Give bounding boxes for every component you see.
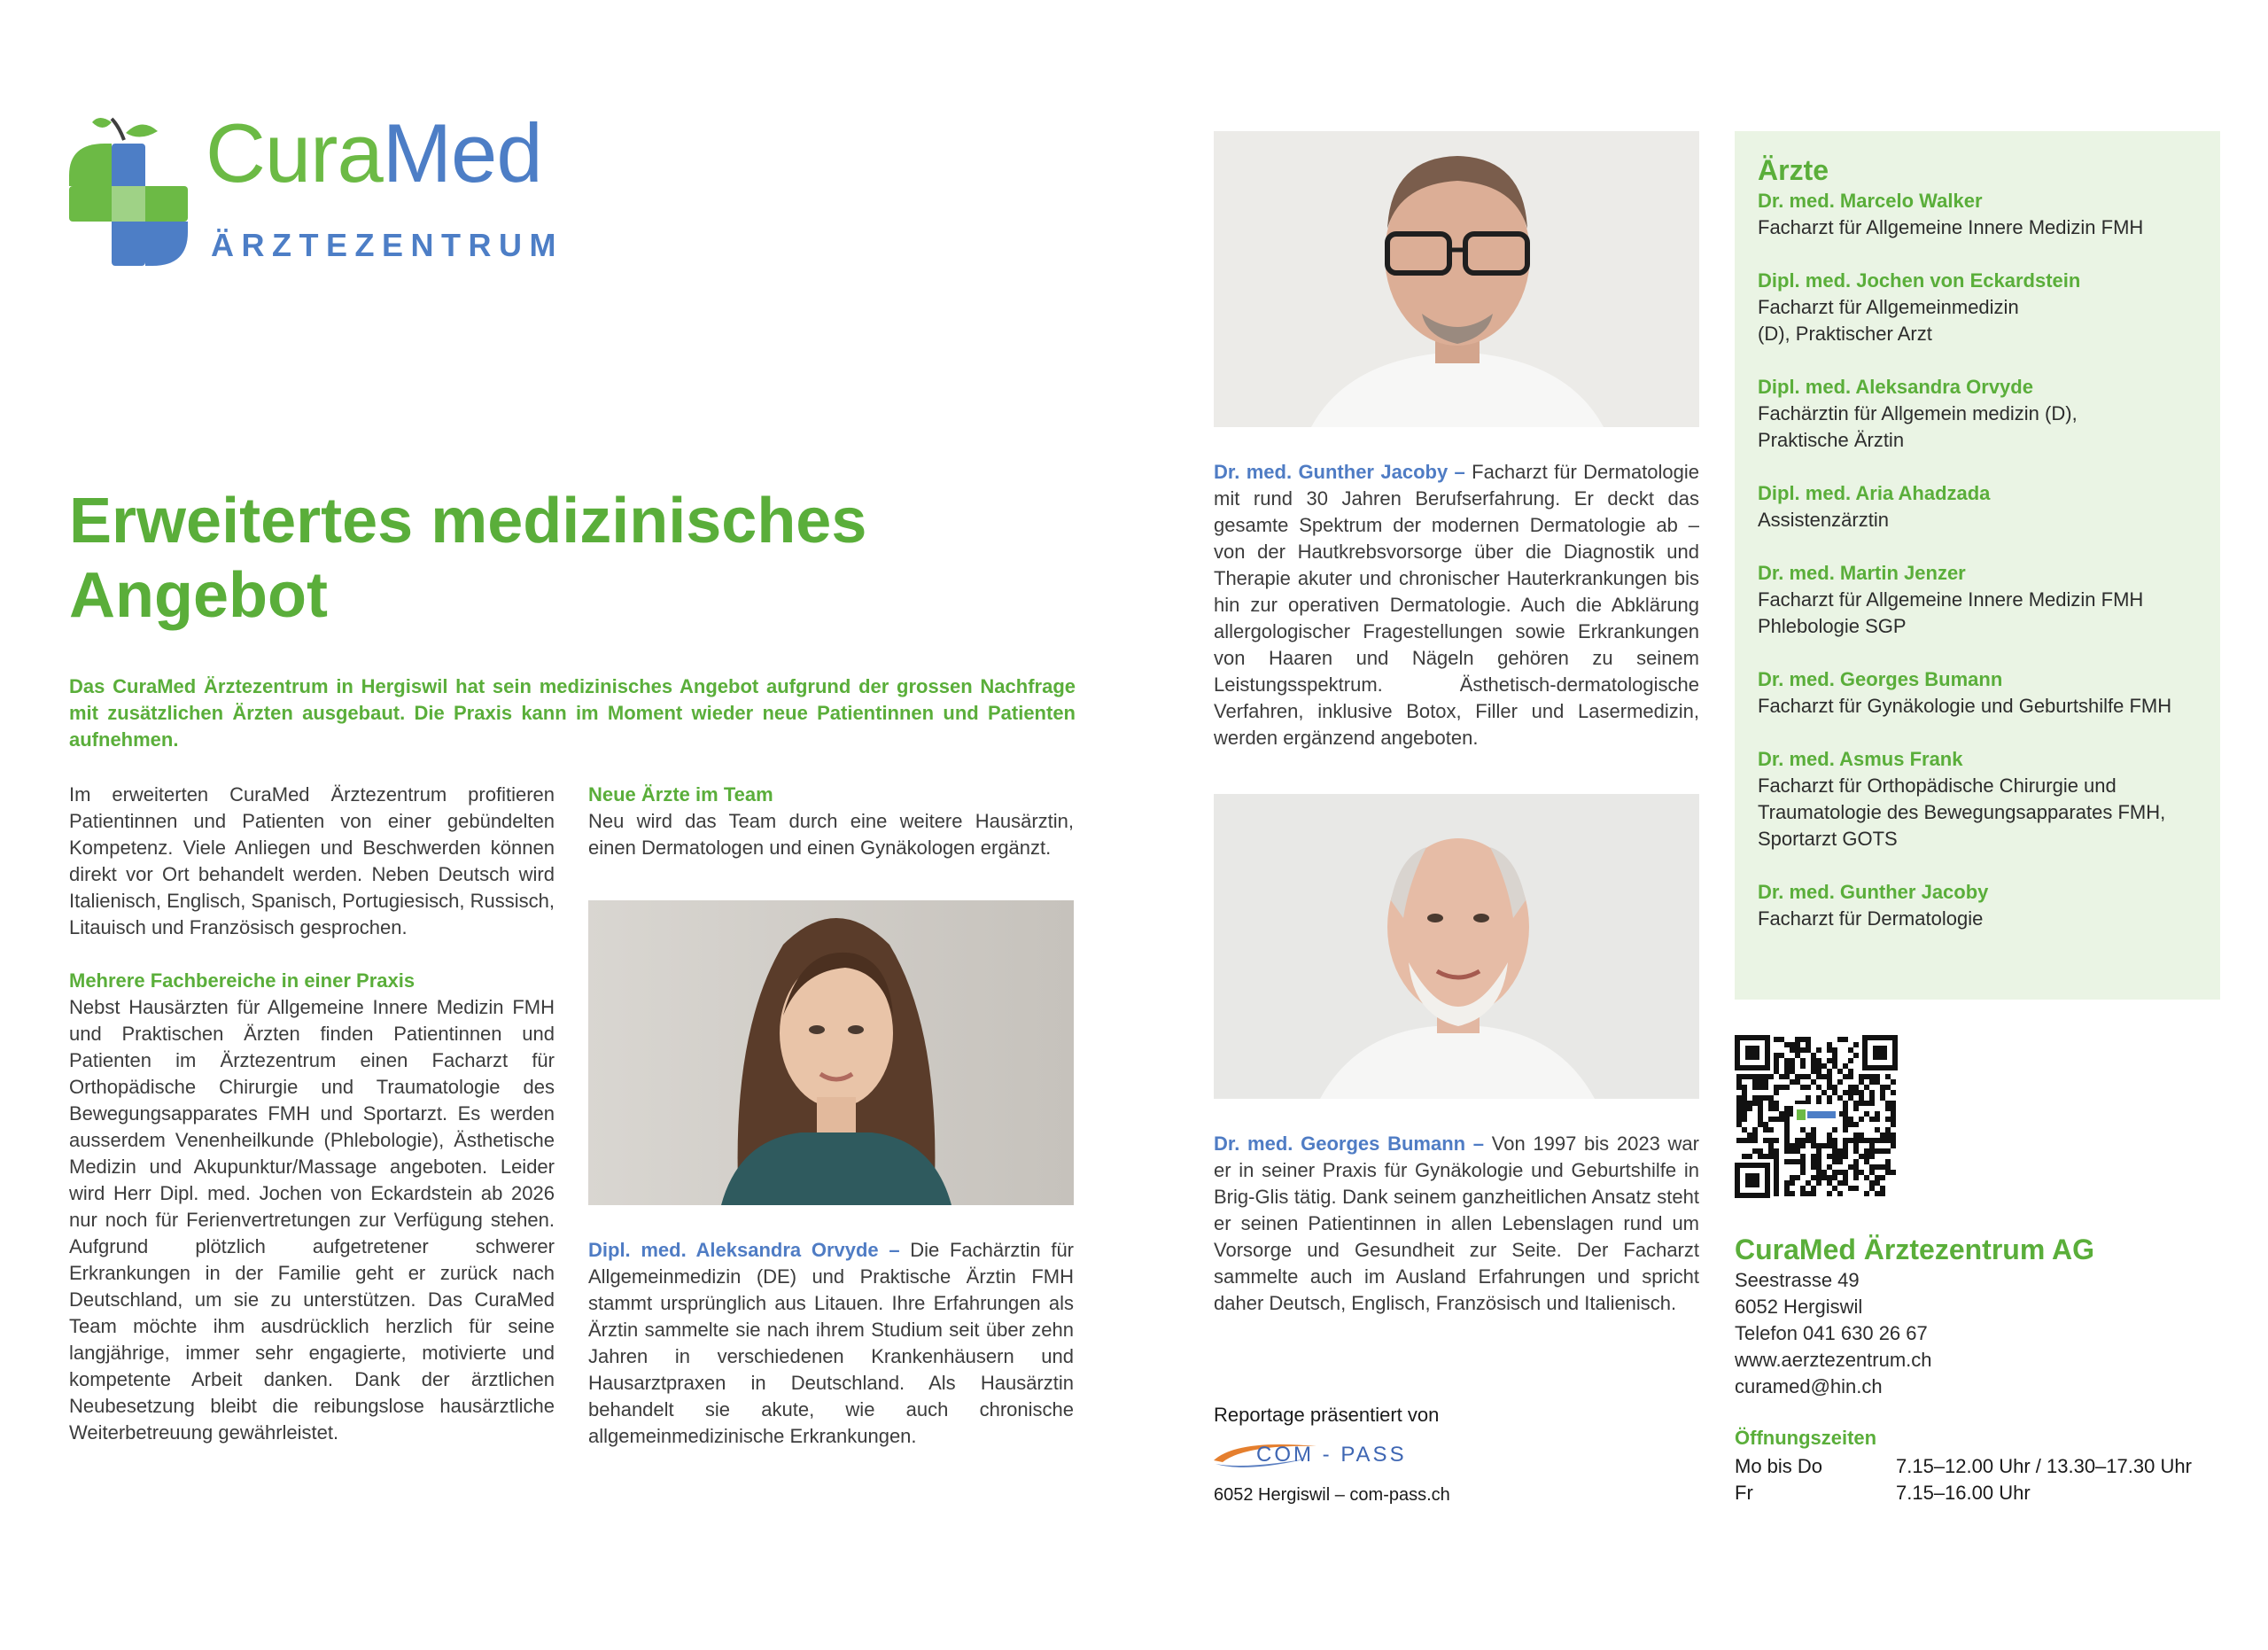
- doctor-name: Dr. med. Marcelo Walker: [1758, 190, 1983, 212]
- caption-orvyde: [588, 1237, 1074, 1450]
- doctor-entry: [1758, 480, 2210, 533]
- doctor-role: Assistenzärztin: [1758, 509, 1889, 531]
- contact-city: 6052 Hergiswil: [1735, 1296, 1863, 1318]
- doctors-box: [1735, 131, 2220, 1000]
- doctor-entry: [1758, 879, 2210, 932]
- medical-cross-icon: [69, 113, 193, 269]
- hours-time: 7.15–12.00 Uhr / 13.30–17.30 Uhr: [1896, 1455, 2192, 1477]
- curamed-logo: [69, 106, 565, 273]
- section-heading-fachbereiche: Mehrere Fachbereiche in einer Praxis: [69, 969, 416, 992]
- doctors-title: Ärzte: [1758, 154, 1829, 186]
- intro-paragraph: Im erweiterten CuraMed Ärztezentrum profitieren Patientinnen und Patienten von einer gebündelten Kompetenz. Viele Anliegen und Beschwerden können direkt vor Ort behandelt werden. Neben Deutsch wird Italienisch, Englisch, Spanisch, Portugiesisch, Russisch, Litauisch und Französisch gesprochen.: [69, 783, 555, 938]
- opening-hours-title: Öffnungszeiten: [1735, 1427, 1877, 1449]
- contact-block: [1735, 1267, 1932, 1400]
- company-name: CuraMed Ärztezentrum AG: [1735, 1234, 2094, 1265]
- compass-brand: COM - PASS: [1256, 1443, 1407, 1467]
- article-lead: Das CuraMed Ärztezentrum in Hergiswil hat sein medizinisches Angebot aufgrund der grossen Nachfrage mit zusätzlichen Ärzten ausgebaut. Die Praxis kann im Moment wieder neue Patientinnen und Patienten aufnehmen.: [69, 675, 1076, 751]
- article-title: Erweitertes medizinisches Angebot: [69, 486, 867, 631]
- reportage-address[interactable]: 6052 Hergiswil – com-pass.ch: [1214, 1485, 1450, 1505]
- doctor-name: Dipl. med. Aria Ahadzada: [1758, 482, 1991, 504]
- contact-street: Seestrasse 49: [1735, 1269, 1860, 1291]
- section-paragraph-fachbereiche: Nebst Hausärzten für Allgemeine Innere Medizin FMH und Praktischen Ärzten finden Patientinnen und Patienten im Ärztezentrum einen Facharzt für Orthopädische Chirurgie und Traumatologie des Bewegungsapparates FMH und Sportarzt. Es werden ausserdem Venenheilkunde (Phlebologie), Ästhetische Medizin und Akupunktur/Massage angeboten. Leider wird Herr Dipl. med. Jochen von Eckardstein ab 2026 nur noch für Ferienvertretungen zur Verfügung stehen. Aufgrund plötzlich aufgetretener schwerer Erkrankungen in der Familie geht er zurück nach Deutschland, um sie zu unterstützen. Das CuraMed Team möchte ihm ausdrücklich herzlich für seine langjährige, immer sehr engagierte, motivierte und kompetente Arbeit danken. Dank der ärztlichen Neubesetzung bleibt die reibungslose hausärztliche Weiterbetreuung gewährleistet.: [69, 996, 555, 1444]
- doctor-role: Facharzt für Allgemeine Innere Medizin FMH Phlebologie SGP: [1758, 588, 2144, 637]
- doctor-role: Facharzt für Orthopädische Chirurgie und Traumatologie des Bewegungsapparates FMH, Sportarzt GOTS: [1758, 774, 2166, 850]
- doctor-name: Dr. med. Asmus Frank: [1758, 748, 1963, 770]
- hours-row: [1735, 1453, 2192, 1480]
- doctor-role: Fachärztin für Allgemein medizin (D), Praktische Ärztin: [1758, 402, 2078, 451]
- hours-day: Mo bis Do: [1735, 1455, 1823, 1477]
- contact-email-link[interactable]: curamed@hin.ch: [1735, 1375, 1883, 1397]
- photo-aleksandra-orvyde: [588, 900, 1074, 1205]
- doctor-name: Dipl. med. Aleksandra Orvyde: [1758, 376, 2033, 398]
- caption-name-orvyde: Dipl. med. Aleksandra Orvyde –: [588, 1239, 900, 1261]
- caption-text-bumann: Von 1997 bis 2023 war er in seiner Praxis für Gynäkologie und Geburtshilfe in Brig-Glis tätig. Dank seinem ganzheitlichen Ansatz steht er seinen Patientinnen in allen Lebenslagen rund um Vorsorge und Gesundheit zur Seite. Der Facharzt sammelte auch im Ausland Erfahrungen und spricht daher Deutsch, Englisch, Französisch und Italienisch.: [1214, 1132, 1699, 1314]
- hours-row: [1735, 1480, 2192, 1506]
- caption-name-bumann: Dr. med. Georges Bumann –: [1214, 1132, 1485, 1155]
- article-column-left: [69, 782, 555, 1446]
- doctor-role: Facharzt für Allgemeinmedizin (D), Praktischer Arzt: [1758, 296, 2019, 345]
- doctor-entry: [1758, 268, 2210, 347]
- qr-code-icon: [1735, 1035, 1898, 1198]
- hours-time: 7.15–16.00 Uhr: [1896, 1482, 2031, 1504]
- caption-text-jacoby: Facharzt für Dermatologie mit rund 30 Jahren Berufserfahrung. Er deckt das gesamte Spektrum der modernen Dermatologie ab – von der Hautkrebsvorsorge über die Diagnostik und Therapie akuter und chronischer Hauterkrankungen bis hin zur operativen Dermatologie. Auch die Abklärung allergologischer Fragestellungen sowie Erkrankungen von Haaren und Nägeln gehören zu seinem Leistungsspektrum. Ästhetisch-dermatologische Verfahren, inklusive Botox, Filler und Lasermedizin, werden ergänzend angeboten.: [1214, 461, 1700, 749]
- doctor-name: Dr. med. Martin Jenzer: [1758, 562, 1966, 584]
- doctor-name: Dipl. med. Jochen von Eckardstein: [1758, 269, 2081, 292]
- caption-text-orvyde: Die Fachärztin für Allgemeinmedizin (DE) und Praktische Ärztin FMH stammt ursprünglich aus Litauen. Ihre Erfahrungen als Ärztin sammelte sie nach ihrem Studium seit über zehn Jahren in verschiedenen Krankenhäusern und Hausarztpraxen in Deutschland. Als Hausärztin behandelt sie akute, wie auch chronische allgemeinmedizinische Erkrankungen.: [588, 1239, 1074, 1447]
- doctor-name: Dr. med. Gunther Jacoby: [1758, 881, 1989, 903]
- section-paragraph-neue-aerzte: Neu wird das Team durch eine weitere Hausärztin, einen Dermatologen und einen Gynäkologen ergänzt.: [588, 810, 1074, 859]
- doctor-entry: [1758, 560, 2210, 640]
- photo-gunther-jacoby: [1214, 131, 1699, 427]
- doctor-role: Facharzt für Gynäkologie und Geburtshilfe FMH: [1758, 695, 2172, 717]
- opening-hours: [1735, 1453, 2192, 1506]
- section-heading-neue-aerzte: Neue Ärzte im Team: [588, 783, 773, 806]
- photo-georges-bumann: [1214, 794, 1699, 1099]
- doctor-entry: [1758, 666, 2210, 720]
- doctor-name: Dr. med. Georges Bumann: [1758, 668, 2003, 690]
- doctor-entry: [1758, 746, 2210, 852]
- compass-logo: [1210, 1437, 1476, 1473]
- contact-web-link[interactable]: www.aerztezentrum.ch: [1735, 1349, 1932, 1371]
- logo-subtitle: ÄRZTEZENTRUM: [211, 227, 563, 263]
- doctor-entry: [1758, 188, 2210, 241]
- qr-code[interactable]: [1735, 1035, 1898, 1198]
- caption-jacoby: [1214, 459, 1699, 751]
- doctor-role: Facharzt für Dermatologie: [1758, 907, 1984, 930]
- caption-bumann: [1214, 1131, 1699, 1317]
- article-column-middle: [588, 782, 1074, 861]
- logo-wordmark: CuraMed: [206, 106, 542, 199]
- doctor-entry: [1758, 374, 2210, 454]
- doctors-list: [1758, 188, 2210, 959]
- caption-name-jacoby: Dr. med. Gunther Jacoby –: [1214, 461, 1465, 483]
- contact-phone[interactable]: Telefon 041 630 26 67: [1735, 1322, 1928, 1344]
- hours-day: Fr: [1735, 1482, 1753, 1504]
- doctor-role: Facharzt für Allgemeine Innere Medizin FMH: [1758, 216, 2144, 238]
- reportage-label: Reportage präsentiert von: [1214, 1404, 1440, 1426]
